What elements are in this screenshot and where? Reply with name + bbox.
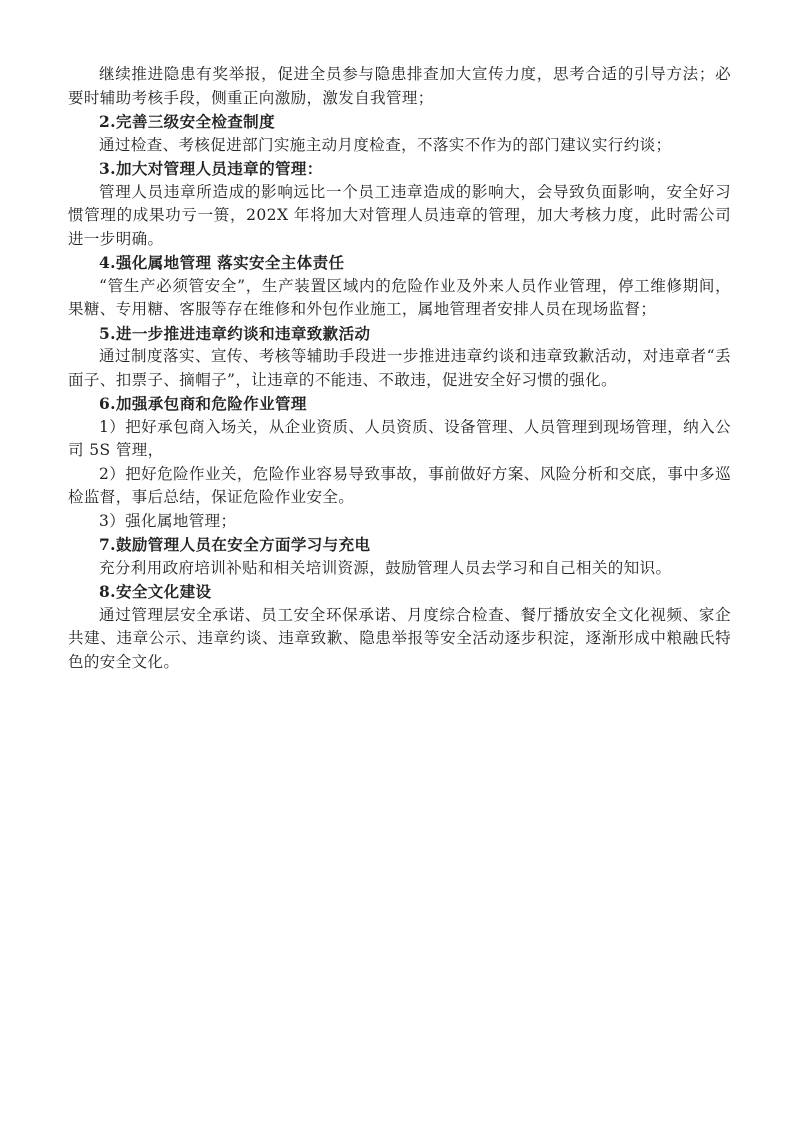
heading-manager-learning: 7.鼓励管理人员在安全方面学习与充电: [99, 535, 371, 554]
heading-violation-interviews: 5.进一步推进违章约谈和违章致歉活动: [99, 323, 371, 343]
paragraph-violation-interviews: 通过制度落实、宣传、考核等辅助手段进一步推进违章约谈和违章致歉活动，对违章者“丢面子、扣票子、摘帽子”，让违章的不能违、不敢违，促进安全好习惯的强化。: [68, 347, 731, 389]
heading-safety-culture: 8.安全文化建设: [99, 582, 212, 601]
paragraph-territorial-management: “管生产必须管安全”，生产装置区域内的危险作业及外来人员作业管理，停工维修期间，果糖、专用糖、客服等存在维修和外包作业施工，属地管理者安排人员在现场监督；: [68, 276, 731, 318]
paragraph-manager-learning: 充分利用政府培训补贴和相关培训资源，鼓励管理人员去学习和自己相关的知识。: [99, 558, 672, 577]
paragraph-territorial-strengthen: 3）强化属地管理；: [99, 511, 237, 530]
heading-manager-violations: 3.加大对管理人员违章的管理：: [99, 159, 323, 178]
paragraph-hazard-reporting: 继续推进隐患有奖举报，促进全员参与隐患排查加大宣传力度，思考合适的引导方法；必要时辅助考核手段，侧重正向激励，激发自我管理；: [68, 65, 731, 107]
paragraph-contractor-entry: 1）把好承包商入场关，从企业资质、人员资质、设备管理、人员管理到现场管理，纳入公司 5S 管理，: [68, 417, 731, 459]
paragraph-manager-violations: 管理人员违章所造成的影响远比一个员工违章造成的影响大，会导致负面影响，安全好习惯管理的成果功亏一篑，202X 年将加大对管理人员违章的管理，加大考核力度，此时需公司进一步明确。: [68, 182, 731, 248]
heading-inspection-system: 2.完善三级安全检查制度: [99, 112, 275, 131]
heading-contractor-management: 6.加强承包商和危险作业管理: [99, 394, 307, 413]
paragraph-safety-culture: 通过管理层安全承诺、员工安全环保承诺、月度综合检查、餐厅播放安全文化视频、家企共建、违章公示、违章约谈、违章致歉、隐患举报等安全活动逐步积淀，逐渐形成中粮融氏特色的安全文化。: [68, 605, 731, 671]
heading-territorial-management: 4.强化属地管理 落实安全主体责任: [99, 253, 345, 272]
paragraph-inspection-system: 通过检查、考核促进部门实施主动月度检查，不落实不作为的部门建议实行约谈；: [99, 135, 672, 154]
paragraph-hazardous-work: 2）把好危险作业关，危险作业容易导致事故，事前做好方案、风险分析和交底，事中多巡检监督，事后总结，保证危险作业安全。: [68, 464, 731, 506]
